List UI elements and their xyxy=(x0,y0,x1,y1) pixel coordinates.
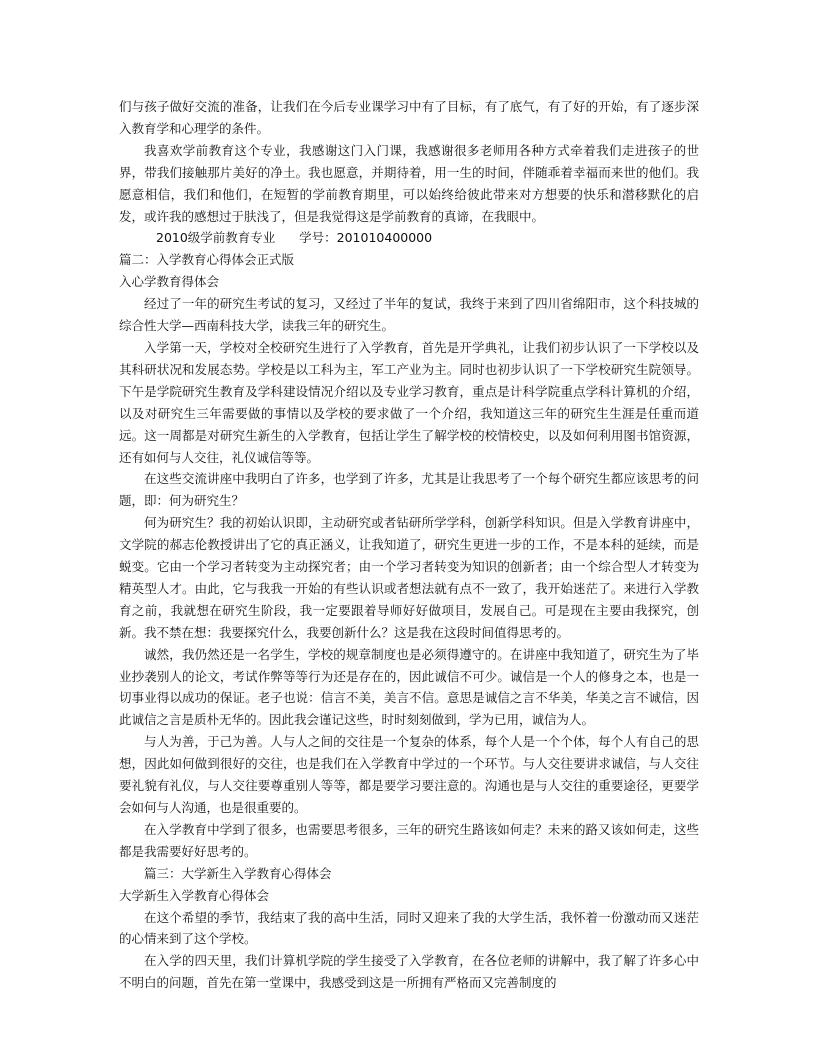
student-id: 学号：201010400000 xyxy=(299,230,433,246)
student-major: 2010级学前教育专业 xyxy=(156,230,276,246)
section-3-heading: 篇三：大学新生入学教育心得体会 xyxy=(144,865,332,881)
paragraph-intro-continuation: 们与孩子做好交流的准备，让我们在今后专业课学习中有了目标，有了底气，有了好的开始，有了逐步深入教育学和心理学的条件。 xyxy=(119,99,699,136)
document-page xyxy=(119,96,699,994)
section-3-subheading: 大学新生入学教育心得体会 xyxy=(119,887,270,903)
section-2-paragraph: 在这些交流讲座中我明白了许多，也学到了许多，尤其是让我思考了一个每个研究生都应该思考的问题，即：何为研究生？ xyxy=(119,471,699,509)
section-2-paragraph: 诚然，我仍然还是一名学生，学校的规章制度也是必须得遵守的。在讲座中我知道了，研究生为了毕业抄袭别人的论文，考试作弊等等行为还是存在的，因此诚信不可少。诚信是一个人的修身之本，也是一切事业得以成功的保证。老子也说：信言不美，美言不信。意思是诚信之言不华美，华美之言不诚信，因此诚信之言是质朴无华的。因此我会谨记这些，时时刻刻做到，学为已用，诚信为人。 xyxy=(119,646,699,728)
section-2-paragraph: 经过了一年的研究生考试的复习，又经过了半年的复试，我终于来到了四川省绵阳市，这个科技城的综合性大学—西南科技大学，读我三年的研究生。 xyxy=(119,296,699,334)
section-3-paragraph: 在入学的四天里，我们计算机学院的学生接受了入学教育，在各位老师的讲解中，我了解了许多心中不明白的问题，首先在第一堂课中，我感受到这是一所拥有严格而又完善制度的 xyxy=(119,953,699,991)
section-2-paragraph: 何为研究生？我的初始认识即，主动研究或者钻研所学学科，创新学科知识。但是入学教育讲座中，文学院的郝志伦教授讲出了它的真正涵义，让我知道了，研究生更进一步的工作，不是本科的延续，而是蜕变。它由一个学习者转变为主动探究者；由一个学习者转变为知识的创新者；由一个综合型人才转变为精英型人才。由此，它与我我一开始的有些认识或者想法就有点不一致了，我开始迷茫了。来进行入学教育之前，我就想在研究生阶段，我一定要跟着导师好好做项目，发展自己。可是现在主要由我探究，创新。我不禁在想：我要探究什么，我要创新什么？这是我在这段时间值得思考的。 xyxy=(119,515,699,640)
section-2-paragraph: 与人为善，于己为善。人与人之间的交往是一个复杂的体系，每个人是一个个体，每个人有自己的思想，因此如何做到很好的交往，也是我们在入学教育中学过的一个环节。与人交往要讲求诚信，与人交往要礼貌有礼仪，与人交往要尊重别人等等，都是要学习要注意的。沟通也是与人交往的重要途径，更要学会如何与人沟通，也是很重要的。 xyxy=(119,734,699,815)
section-2-paragraph: 在入学教育中学到了很多，也需要思考很多，三年的研究生路该如何走？未来的路又该如何走，这些都是我需要好好思考的。 xyxy=(119,821,699,859)
section-3-paragraph: 在这个希望的季节，我结束了我的高中生活，同时又迎来了我的大学生活，我怀着一份激动而又迷茫的心情来到了这个学校。 xyxy=(119,909,699,947)
section-2-paragraph: 入学第一天，学校对全校研究生进行了入学教育，首先是开学典礼，让我们初步认识了一下学校以及其科研状况和发展态势。学校是以工科为主，军工产业为主。同时也初步认识了一下学校研究生院领导。下午是学院研究生教育及学科建设情况介绍以及专业学习教育，重点是计科学院重点学科计算机的介绍，以及对研究生三年需要做的事情以及学校的要求做了一个介绍，我知道这三年的研究生生涯是任重而道远。这一周都是对研究生新生的入学教育，包括让学生了解学校的校情校史，以及如何利用图书馆资源，还有如何与人交往，礼仪诚信等等。 xyxy=(119,339,699,465)
section-2-heading: 篇二：入学教育心得体会正式版 xyxy=(119,252,295,268)
student-info-line xyxy=(119,227,699,249)
paragraph-preschool-reflection: 我喜欢学前教育这个专业，我感谢这门入门课，我感谢很多老师用各种方式牵着我们走进孩子的世界，带我们接触那片美好的净土。我也愿意，并期待着，用一生的时间，伴随乖着幸福而来世的他们。我愿意相信，我们和他们，在短暂的学前教育期里，可以始终给彼此带来对方想要的快乐和潜移默化的启发，或许我的感想过于肤浅了，但是我觉得这是学前教育的真谛，在我眼中。 xyxy=(119,142,699,224)
section-2-subheading: 入心学教育得体会 xyxy=(119,274,220,290)
